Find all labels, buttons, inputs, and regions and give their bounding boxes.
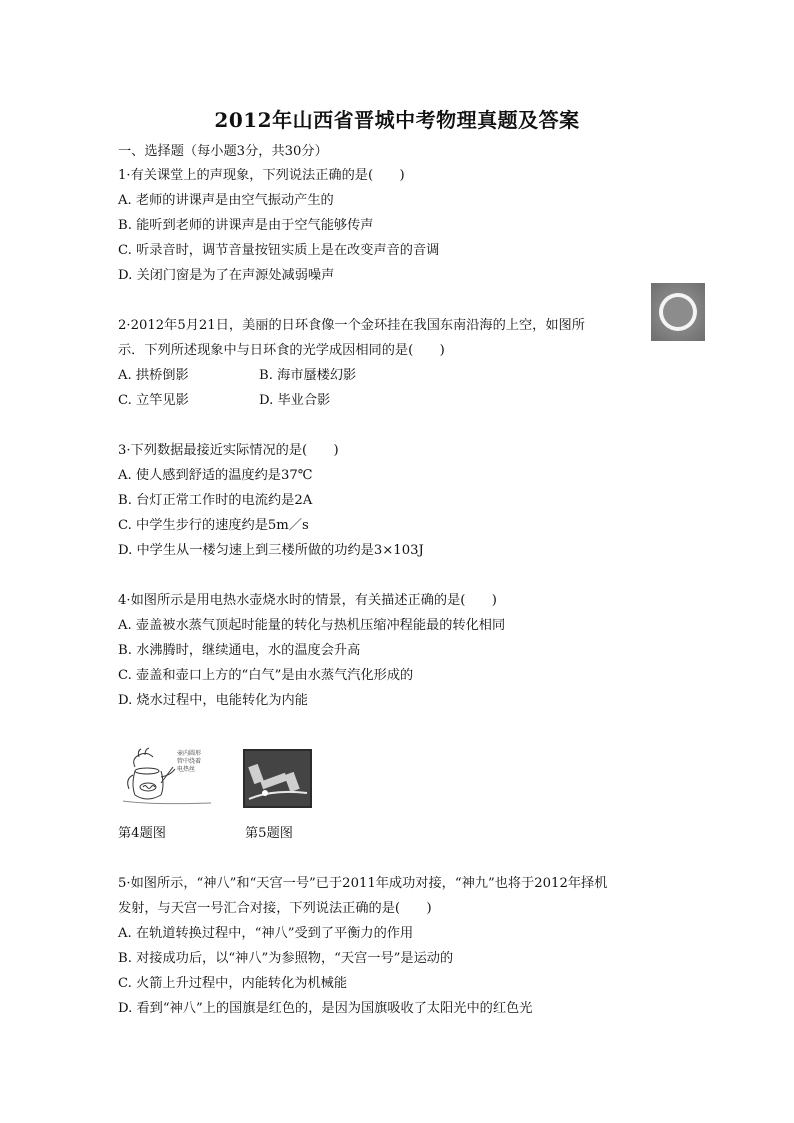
q1-stem: 1·有关课堂上的声现象，下列说法正确的是( ) [118,168,405,183]
q3-option-b: B. 台灯正常工作时的电流约是2A [118,493,313,508]
q5-option-d: D. 看到“神八”上的国旗是红色的，是因为国旗吸收了太阳光中的红色光 [118,1001,533,1016]
q4-option-c: C. 壶盖和壶口上方的“白气”是由水蒸气汽化形成的 [118,668,414,683]
q2-stem-line1: 2·2012年5月21日，美丽的日环食像一个金环挂在我国东南沿海的上空，如图所 [118,318,585,333]
q2-option-a: A. 拱桥倒影 [118,368,189,383]
q1-option-c: C. 听录音时，调节音量按钮实质上是在改变声音的音调 [118,243,440,258]
q5-option-c: C. 火箭上升过程中，内能转化为机械能 [118,976,348,991]
page-title: 2012年山西省晋城中考物理真题及答案 [214,108,580,132]
svg-text:管中绕着: 管中绕着 [177,758,202,765]
figure-5-caption: 第5题图 [245,826,293,841]
q5-stem-line2: 发射，与天宫一号汇合对接，下列说法正确的是( ) [118,901,432,916]
q1-option-b: B. 能听到老师的讲课声是由于空气能够传声 [118,218,374,233]
q3-option-d: D. 中学生从一楼匀速上到三楼所做的功约是3×103J [118,543,424,558]
q4-option-d: D. 烧水过程中，电能转化为内能 [118,693,308,708]
spacecraft-docking-photo [243,749,312,808]
q5-option-b: B. 对接成功后，以“神八”为参照物，“天宫一号”是运动的 [118,951,454,966]
q4-option-a: A. 壶盖被水蒸气顶起时能量的转化与热机压缩冲程能最的转化相同 [118,618,506,633]
q1-option-a: A. 老师的讲课声是由空气振动产生的 [118,193,334,208]
q5-option-a: A. 在轨道转换过程中，“神八”受到了平衡力的作用 [118,926,414,941]
q2-stem-line2: 示．下列所述现象中与日环食的光学成因相同的是( ) [118,343,445,358]
q5-stem-line1: 5·如图所示，“神八”和“天宫一号”已于2011年成功对接，“神九”也将于2012年择机 [118,876,608,891]
section-heading: 一、选择题（每小题3分，共30分） [118,144,328,159]
annular-eclipse-photo [651,283,705,341]
q3-stem: 3·下列数据最接近实际情况的是( ) [118,443,339,458]
kettle-figure [121,745,213,809]
figure-4-caption: 第4题图 [118,826,166,841]
svg-text:电热丝: 电热丝 [177,766,196,773]
q2-option-b: B. 海市蜃楼幻影 [259,368,357,383]
q4-option-b: B. 水沸腾时，继续通电，水的温度会升高 [118,643,361,658]
q3-option-c: C. 中学生步行的速度约是5m／s [118,518,309,533]
q2-option-d: D. 毕业合影 [259,393,331,408]
q1-option-d: D. 关闭门窗是为了在声源处减弱噪声 [118,268,335,283]
q4-stem: 4·如图所示是用电热水壶烧水时的情景，有关描述正确的是( ) [118,593,497,608]
svg-text:壶内圆形: 壶内圆形 [177,750,202,757]
q3-option-a: A. 使人感到舒适的温度约是37℃ [118,468,313,483]
q2-option-c: C. 立竿见影 [118,393,189,408]
